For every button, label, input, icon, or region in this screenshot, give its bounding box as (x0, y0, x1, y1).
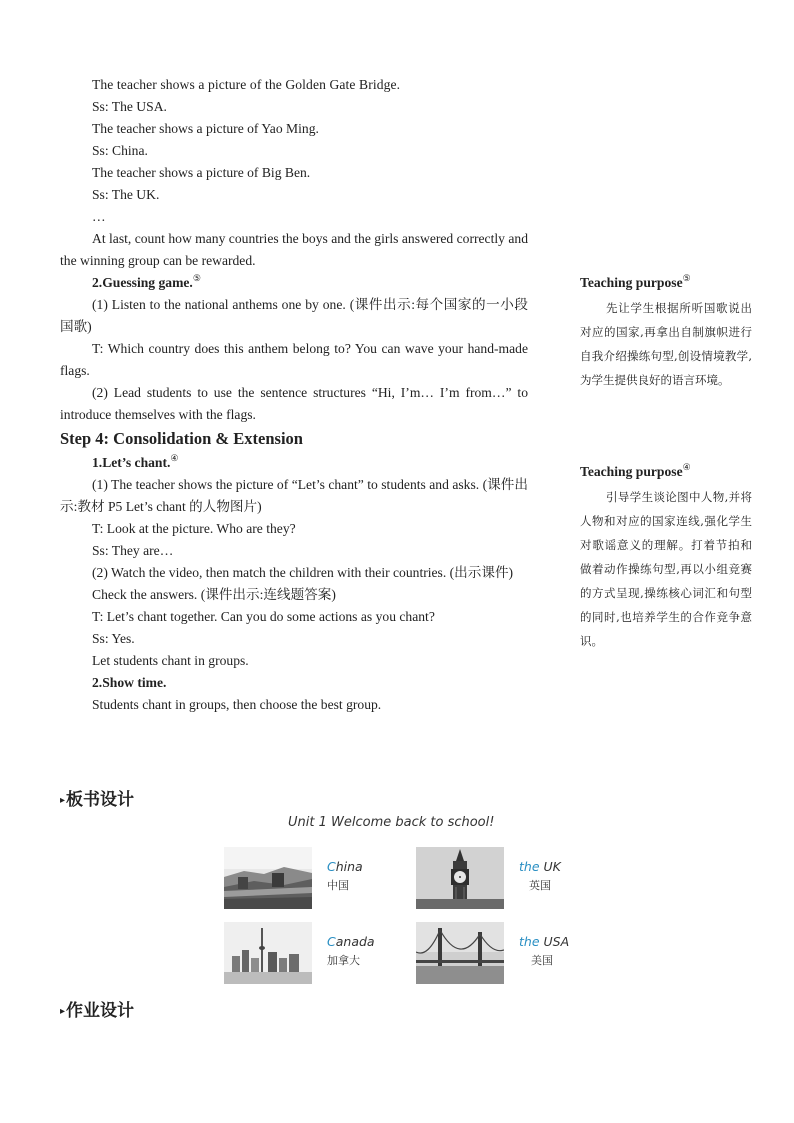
body-line: Ss: Yes. (92, 631, 135, 646)
note-heading (580, 461, 752, 483)
footnote-marker: ④ (170, 453, 179, 463)
homework-design-title: 作业设计 (66, 1001, 135, 1021)
body-line: Ss: The UK. (92, 187, 160, 202)
label-accent: C (327, 859, 336, 874)
body-paragraph: (1) The teacher shows the picture of “Let’s chant” to students and asks. (课件出示:教材 P5 Let’s chant 的人物图片) (60, 477, 528, 514)
triangle-marker-icon: ▸ (60, 1006, 66, 1017)
label-prefix: the (519, 934, 544, 949)
body-line: T: Let’s chant together. Can you do some actions as you chant? (92, 609, 435, 624)
label-rest: UK (543, 859, 561, 874)
teaching-purpose-note (580, 272, 752, 392)
toronto-skyline-image (224, 922, 312, 984)
body-line: Ss: The USA. (92, 99, 167, 114)
homework-design-heading (60, 996, 134, 1021)
note-body: 引导学生谈论图中人物,并将人物和对应的国家连线,强化学生对歌谣意义的理解。打着节拍和做着动作操练句型,再以小组竞赛的方式呈现,操练核心词汇和句型的同时,也培养学生的合作竞争意识。 (580, 490, 752, 648)
country-label-uk (519, 859, 561, 893)
label-rest: hina (335, 859, 363, 874)
body-paragraph: (2) Watch the video, then match the children with their countries. (出示课件) (92, 565, 514, 580)
body-line: The teacher shows a picture of the Golden Gate Bridge. (92, 77, 401, 92)
board-unit-title: Unit 1 Welcome back to school! (288, 815, 495, 830)
label-rest: anada (335, 934, 375, 949)
country-label-canada (327, 934, 375, 968)
body-paragraph: (2) Lead students to use the sentence structures “Hi, I’m… I’m from…” to introduce themselves with the flags. (60, 385, 528, 422)
note-heading-text: Teaching purpose (580, 275, 683, 290)
footnote-marker: ④ (682, 462, 691, 472)
teaching-purpose-note (580, 461, 752, 653)
label-accent: C (327, 934, 336, 949)
show-time-heading: 2.Show time. (92, 675, 167, 690)
ellipsis-line: … (92, 209, 106, 224)
big-ben-image (416, 847, 504, 909)
lesson-body (60, 74, 528, 716)
body-paragraph: (1) Listen to the national anthems one by one. (课件出示:每个国家的一小段国歌) (60, 297, 528, 334)
triangle-marker-icon: ▸ (60, 795, 66, 806)
note-heading (580, 272, 752, 294)
board-design-heading (60, 785, 134, 810)
note-heading-text: Teaching purpose (580, 464, 683, 479)
step4-heading: Step 4: Consolidation & Extension (60, 429, 303, 448)
body-line: Students chant in groups, then choose the best group. (92, 697, 382, 712)
body-paragraph: At last, count how many countries the boys and the girls answered correctly and the winning group can be rewarded. (60, 231, 528, 268)
guessing-game-heading (60, 272, 528, 294)
note-body: 先让学生根据所听国歌说出对应的国家,再拿出自制旗帜进行自我介绍操练句型,创设情境教学,为学生提供良好的语言环境。 (580, 301, 752, 387)
footnote-marker: ⑤ (192, 273, 201, 283)
label-chinese: 英国 (529, 879, 551, 892)
body-line: The teacher shows a picture of Big Ben. (92, 165, 311, 180)
label-rest: USA (543, 934, 570, 949)
body-line: T: Look at the picture. Who are they? (92, 521, 296, 536)
body-line: Check the answers. (课件出示:连线题答案) (92, 587, 336, 602)
country-label-usa (519, 934, 569, 968)
body-line: The teacher shows a picture of Yao Ming. (92, 121, 319, 136)
label-chinese: 中国 (327, 879, 349, 892)
great-wall-image (224, 847, 312, 909)
body-line: Ss: They are… (92, 543, 174, 558)
country-label-china (327, 859, 363, 893)
chant-heading (60, 452, 528, 474)
body-line: Ss: China. (92, 143, 148, 158)
body-paragraph: T: Which country does this anthem belong to? You can wave your hand-made flags. (60, 341, 528, 378)
label-chinese: 美国 (531, 954, 553, 967)
label-prefix: the (519, 859, 544, 874)
body-line: Let students chant in groups. (92, 653, 249, 668)
footnote-marker: ⑤ (682, 273, 691, 283)
golden-gate-bridge-image (416, 922, 504, 984)
label-chinese: 加拿大 (327, 954, 360, 967)
board-design-title: 板书设计 (66, 790, 135, 810)
guessing-game-title: 2.Guessing game. (92, 275, 193, 290)
chant-title: 1.Let’s chant. (92, 455, 171, 470)
